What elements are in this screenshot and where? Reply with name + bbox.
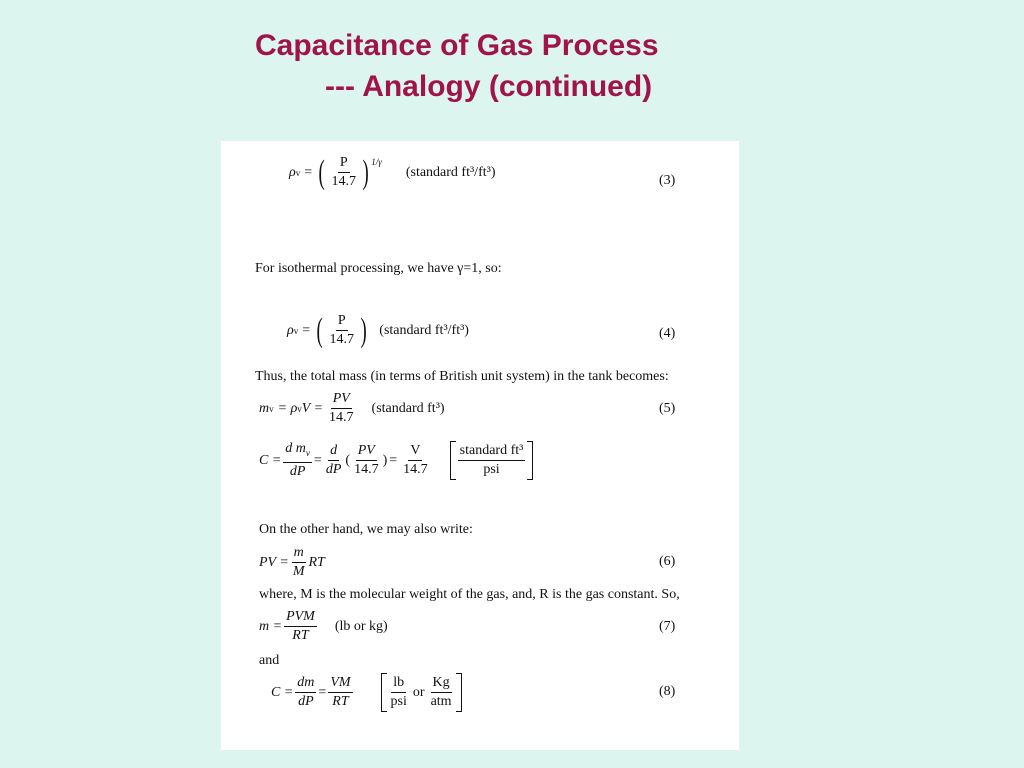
eq8-f2-numerator: VM [328, 675, 352, 693]
para-total-mass: Thus, the total mass (in terms of British unit system) in the tank becomes: [255, 369, 669, 384]
eq6-number: (6) [659, 554, 676, 569]
eq5-fraction [327, 391, 356, 426]
eqc-unit-numerator: standard ft³ [458, 443, 526, 461]
eq4-lhs-sub: v [293, 325, 299, 336]
eq7-unit: (lb or kg) [334, 618, 388, 634]
equation-8: C = $\frac{dm}{dP}$ = $\frac{VM}{RT}$ $\frac{lb}{\text{psi}}$ or $\frac{Kg}{\text{atm}}$ [271, 673, 462, 712]
eq6-denominator: M [292, 564, 305, 579]
eq8-lhs: C = [271, 684, 294, 700]
eqc-unit-denominator: psi [483, 462, 500, 477]
eq3-exponent: 1/γ [371, 157, 382, 167]
eq3-number: (3) [659, 173, 676, 188]
eq3-numerator: P [338, 155, 350, 173]
eqc-f2-denominator: dP [325, 462, 342, 477]
eqc-fraction-3 [352, 443, 381, 478]
equation-6 [259, 545, 325, 580]
eq8-unit-bracket [381, 673, 462, 712]
eqc-f1-denominator: dP [289, 463, 306, 479]
eqc-f4-denominator: 14.7 [403, 462, 428, 477]
eq3-unit: (standard ft³/ft³) [405, 164, 496, 180]
slide-title-line1: Capacitance of Gas Process [255, 29, 659, 62]
eq8-f2-denominator: RT [332, 694, 349, 709]
eqc-f1-numerator-sub: v [305, 447, 310, 458]
eqc-fraction-1 [283, 441, 312, 480]
eq7-fraction [284, 609, 317, 644]
eq5-numerator: PV [331, 391, 352, 409]
eq8-f1-denominator: dP [298, 694, 314, 709]
para-isothermal: For isothermal processing, we have γ=1, so: [255, 261, 502, 276]
para-and: and [259, 653, 280, 668]
eqc-fraction-4 [401, 443, 430, 478]
eq7-lhs: m = [259, 618, 283, 634]
eqc-lhs: C = [259, 452, 282, 468]
eq5-unit: (standard ft³) [371, 400, 445, 416]
eq5-lhs: m [259, 400, 270, 416]
eq4-fraction [327, 313, 356, 348]
eq8-unit1-denominator: psi [390, 694, 407, 709]
eq3-fraction [329, 155, 358, 190]
eq5-mid: = ρ [277, 400, 298, 416]
eq8-f1-numerator: dm [295, 675, 316, 693]
eq8-unit-or: or [412, 684, 425, 700]
eq8-fraction-2 [328, 675, 352, 710]
eq6-numerator: m [292, 545, 306, 563]
eq4-numerator: P [336, 313, 348, 331]
eq5-number: (5) [659, 401, 676, 416]
eq4-unit: (standard ft³/ft³) [379, 322, 469, 338]
eq6-rhs: RT [308, 554, 325, 570]
eq3-lhs-sub: v [295, 167, 301, 178]
eq5-lhs-sub: v [269, 403, 274, 414]
eqc-f3-denominator: 14.7 [354, 462, 379, 477]
equation-3: ρ v = ( $\frac{P}{14.7}$ ) $^{1/\gamma}$ (standard ft³/ft³) [289, 153, 496, 191]
equation-5 [259, 391, 445, 426]
eq4-lhs: ρ [287, 322, 294, 338]
equation-4: ρ v = ( $\frac{P}{14.7}$ ) (standard ft³/ft³) [287, 311, 469, 349]
eq7-number: (7) [659, 619, 676, 634]
equation-7 [259, 609, 388, 644]
eq8-unit1-numerator: lb [391, 675, 406, 693]
eq6-fraction [291, 545, 307, 580]
eq3-denominator: 14.7 [331, 174, 356, 189]
eq7-denominator: RT [292, 628, 309, 643]
eq4-denominator: 14.7 [329, 332, 354, 347]
eq3-lhs: ρ [289, 164, 296, 180]
eq8-unit2-numerator: Kg [431, 675, 452, 693]
para-where: where, M is the molecular weight of the gas, and, R is the gas constant. So, [259, 587, 680, 602]
eq7-numerator: PVM [284, 609, 317, 627]
eq8-number: (8) [659, 684, 676, 699]
eqc-f1-numerator: d m [285, 441, 306, 457]
eq4-number: (4) [659, 326, 676, 341]
eqc-fraction-2 [324, 443, 344, 478]
eq5-mid-sub: v [297, 403, 302, 414]
eqc-f4-numerator: V [408, 443, 422, 461]
slide-title-line2: --- Analogy (continued) [325, 70, 653, 103]
eq5-denominator: 14.7 [329, 410, 354, 425]
eq8-unit2-denominator: atm [430, 694, 452, 709]
document-page [221, 141, 739, 750]
eqc-unit-bracket [450, 441, 534, 480]
eq5-mid2: V = [301, 400, 324, 416]
para-other-hand: On the other hand, we may also write: [259, 522, 473, 537]
equation-c: C = $\frac{d m_v}{dP}$ = $\frac{d}{dP}$ ( $\frac{PV}{14.7}$ ) = $\frac{V}{14.7}$ $\frac{\text{standard ft³}}{\text{psi}}$ [259, 441, 533, 480]
eq8-fraction-1 [295, 675, 316, 710]
eqc-f2-numerator: d [328, 443, 339, 461]
eqc-f3-numerator: PV [356, 443, 377, 461]
eq6-lhs: PV = [259, 554, 289, 570]
